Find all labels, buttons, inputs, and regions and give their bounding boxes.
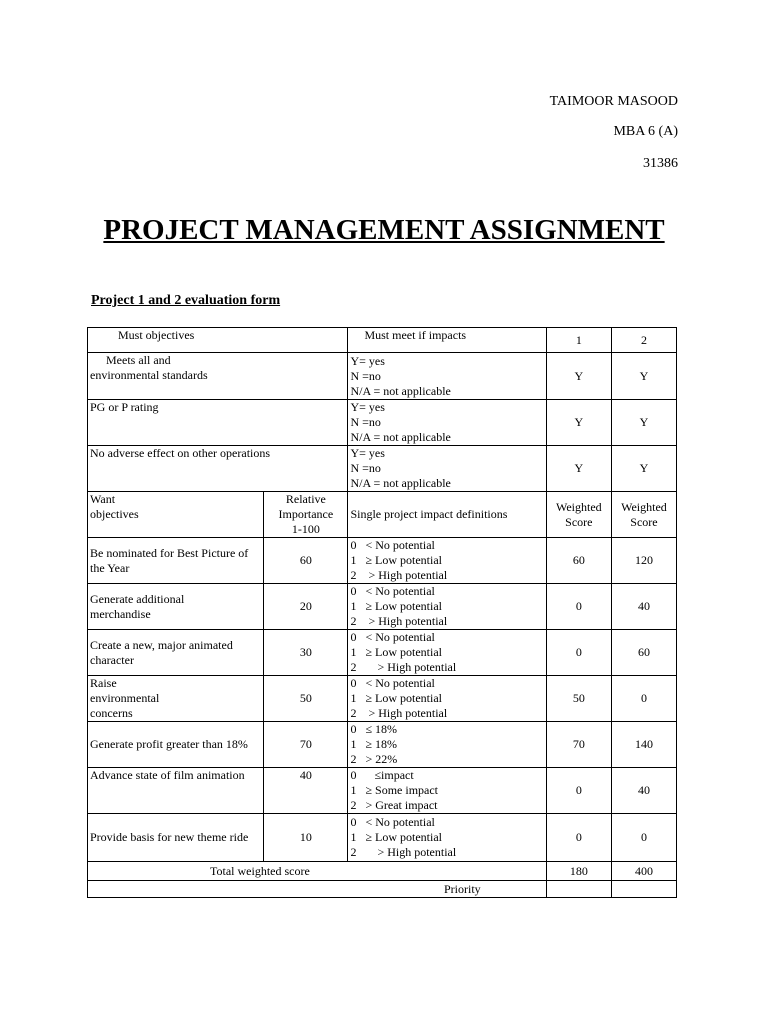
- total-score-2: 400: [611, 862, 676, 881]
- definition-line: 2 > High potential: [350, 614, 448, 628]
- weighted-score-1: 0: [546, 630, 611, 676]
- header-line: 1-100: [291, 522, 320, 536]
- definition-line: 0 ≤impact: [350, 768, 414, 782]
- objective-line: No adverse effect on other operations: [90, 446, 271, 460]
- author-class: MBA 6 (A): [613, 124, 678, 139]
- impact-definitions: [348, 676, 546, 722]
- must-row: [88, 446, 677, 492]
- header-line: Score: [565, 514, 593, 529]
- impact-line: Y= yes: [350, 353, 385, 368]
- relative-importance: 20: [264, 584, 348, 630]
- total-row: [88, 862, 677, 881]
- objective-line: PG or P rating: [90, 400, 159, 414]
- want-row: [88, 538, 677, 584]
- importance-header: [264, 492, 348, 538]
- weighted-score-2: 0: [611, 814, 676, 862]
- header-line: Want: [90, 492, 116, 506]
- definition-line: 0 < No potential: [350, 630, 435, 644]
- impact-line: N =no: [350, 461, 381, 475]
- want-row: [88, 814, 677, 862]
- want-row: [88, 722, 677, 768]
- evaluation-table: [87, 327, 677, 898]
- definition-line: 1 ≥ 18%: [350, 737, 398, 751]
- must-row: [88, 353, 677, 400]
- impact-definitions: [348, 538, 546, 584]
- objective-line: Generate profit greater than 18%: [90, 737, 248, 751]
- weighted-score-1-header: [546, 492, 611, 538]
- definition-line: 0 ≤ 18%: [350, 722, 398, 736]
- impact-line: N/A = not applicable: [350, 430, 451, 444]
- must-impact: [348, 400, 546, 446]
- relative-importance: 60: [264, 538, 348, 584]
- objective-line: merchandise: [90, 606, 151, 621]
- must-objective: [88, 353, 348, 400]
- objective-line: environmental: [90, 691, 160, 705]
- header-line: Relative: [285, 492, 326, 506]
- objective-line: Advance state of film animation: [90, 768, 245, 782]
- relative-importance: 40: [264, 768, 348, 814]
- project-1-value: Y: [546, 400, 611, 446]
- must-impact: [348, 353, 546, 400]
- author-id: 31386: [643, 156, 678, 171]
- header-line: Weighted: [621, 499, 667, 514]
- want-objective: [88, 538, 264, 584]
- objective-line: Create a new, major animated: [90, 637, 233, 652]
- impact-definitions: [348, 814, 546, 862]
- objective-line: Provide basis for new theme ride: [90, 830, 249, 844]
- want-objective: [88, 630, 264, 676]
- project-2-value: Y: [611, 446, 676, 492]
- definitions-header: Single project impact definitions: [348, 492, 546, 538]
- impact-line: N/A = not applicable: [350, 383, 451, 398]
- weighted-score-1: 60: [546, 538, 611, 584]
- objective-line: Be nominated for Best Picture of: [90, 545, 249, 560]
- want-header-row: [88, 492, 677, 538]
- objective-line: character: [90, 652, 134, 667]
- priority-row: [88, 881, 677, 898]
- definition-line: 0 < No potential: [350, 676, 435, 690]
- objective-line: Generate additional: [90, 591, 185, 606]
- project-2-header: 2: [611, 328, 676, 353]
- weighted-score-2: 60: [611, 630, 676, 676]
- impact-definitions: [348, 768, 546, 814]
- project-2-value: Y: [611, 353, 676, 400]
- header-line: Importance: [278, 507, 334, 521]
- want-objective: [88, 722, 264, 768]
- definition-line: 2 > High potential: [350, 706, 448, 720]
- want-objectives-header: [88, 492, 264, 538]
- want-row: [88, 676, 677, 722]
- weighted-score-1: 50: [546, 676, 611, 722]
- objective-line: environmental standards: [90, 368, 208, 382]
- weighted-score-2: 0: [611, 676, 676, 722]
- relative-importance: 70: [264, 722, 348, 768]
- weighted-score-1: 0: [546, 814, 611, 862]
- page-title: PROJECT MANAGEMENT ASSIGNMENT: [103, 214, 665, 246]
- objective-line: concerns: [90, 706, 133, 720]
- must-impact: [348, 446, 546, 492]
- author-name: TAIMOOR MASOOD: [549, 94, 678, 109]
- must-objectives-header: Must objectives: [88, 328, 348, 353]
- definition-line: 2 > Great impact: [350, 798, 438, 812]
- weighted-score-2: 120: [611, 538, 676, 584]
- must-header-row: [88, 328, 677, 353]
- objective-line: the Year: [90, 560, 130, 575]
- weighted-score-1: 0: [546, 768, 611, 814]
- project-2-value: Y: [611, 400, 676, 446]
- weighted-score-2: 40: [611, 768, 676, 814]
- total-label: Total weighted score: [88, 862, 547, 881]
- header-line: objectives: [90, 507, 139, 521]
- relative-importance: 50: [264, 676, 348, 722]
- impact-line: N =no: [350, 368, 381, 383]
- definition-line: 2 > High potential: [350, 660, 457, 674]
- must-row: [88, 400, 677, 446]
- priority-2: [611, 881, 676, 898]
- total-score-1: 180: [546, 862, 611, 881]
- want-objective: [88, 676, 264, 722]
- definition-line: 1 ≥ Low potential: [350, 599, 443, 613]
- weighted-score-1: 0: [546, 584, 611, 630]
- must-impacts-header: Must meet if impacts: [348, 328, 546, 353]
- definition-line: 2 > High potential: [350, 568, 448, 582]
- definition-line: 1 ≥ Low potential: [350, 691, 443, 705]
- definition-line: 1 ≥ Low potential: [350, 645, 443, 659]
- weighted-score-2-header: [611, 492, 676, 538]
- impact-line: N/A = not applicable: [350, 476, 451, 490]
- weighted-score-2: 140: [611, 722, 676, 768]
- want-row: [88, 630, 677, 676]
- form-subtitle: Project 1 and 2 evaluation form: [91, 293, 281, 308]
- definition-line: 0 < No potential: [350, 584, 435, 598]
- header-line: Weighted: [555, 499, 602, 514]
- relative-importance: 30: [264, 630, 348, 676]
- impact-definitions: [348, 630, 546, 676]
- impact-line: N =no: [350, 415, 381, 429]
- definition-line: 0 < No potential: [350, 538, 435, 552]
- impact-line: Y= yes: [350, 446, 385, 460]
- weighted-score-1: 70: [546, 722, 611, 768]
- priority-label: Priority: [88, 881, 547, 898]
- want-objective: [88, 814, 264, 862]
- priority-1: [546, 881, 611, 898]
- must-objective: [88, 446, 348, 492]
- weighted-score-2: 40: [611, 584, 676, 630]
- definition-line: 2 > 22%: [350, 752, 398, 766]
- header-line: Score: [630, 514, 658, 529]
- want-objective: [88, 584, 264, 630]
- definition-line: 2 > High potential: [350, 845, 457, 859]
- want-rows: [88, 538, 677, 862]
- impact-line: Y= yes: [350, 400, 385, 414]
- relative-importance: 10: [264, 814, 348, 862]
- objective-line: Meets all and: [106, 353, 171, 367]
- project-1-value: Y: [546, 353, 611, 400]
- definition-line: 1 ≥ Some impact: [350, 783, 439, 797]
- impact-definitions: [348, 584, 546, 630]
- project-1-value: Y: [546, 446, 611, 492]
- must-objective: [88, 400, 348, 446]
- want-row: [88, 584, 677, 630]
- objective-line: Raise: [90, 676, 117, 690]
- want-row: [88, 768, 677, 814]
- want-objective: [88, 768, 264, 814]
- definition-line: 1 ≥ Low potential: [350, 830, 443, 844]
- definition-line: 0 < No potential: [350, 815, 435, 829]
- impact-definitions: [348, 722, 546, 768]
- definition-line: 1 ≥ Low potential: [350, 553, 443, 567]
- project-1-header: 1: [546, 328, 611, 353]
